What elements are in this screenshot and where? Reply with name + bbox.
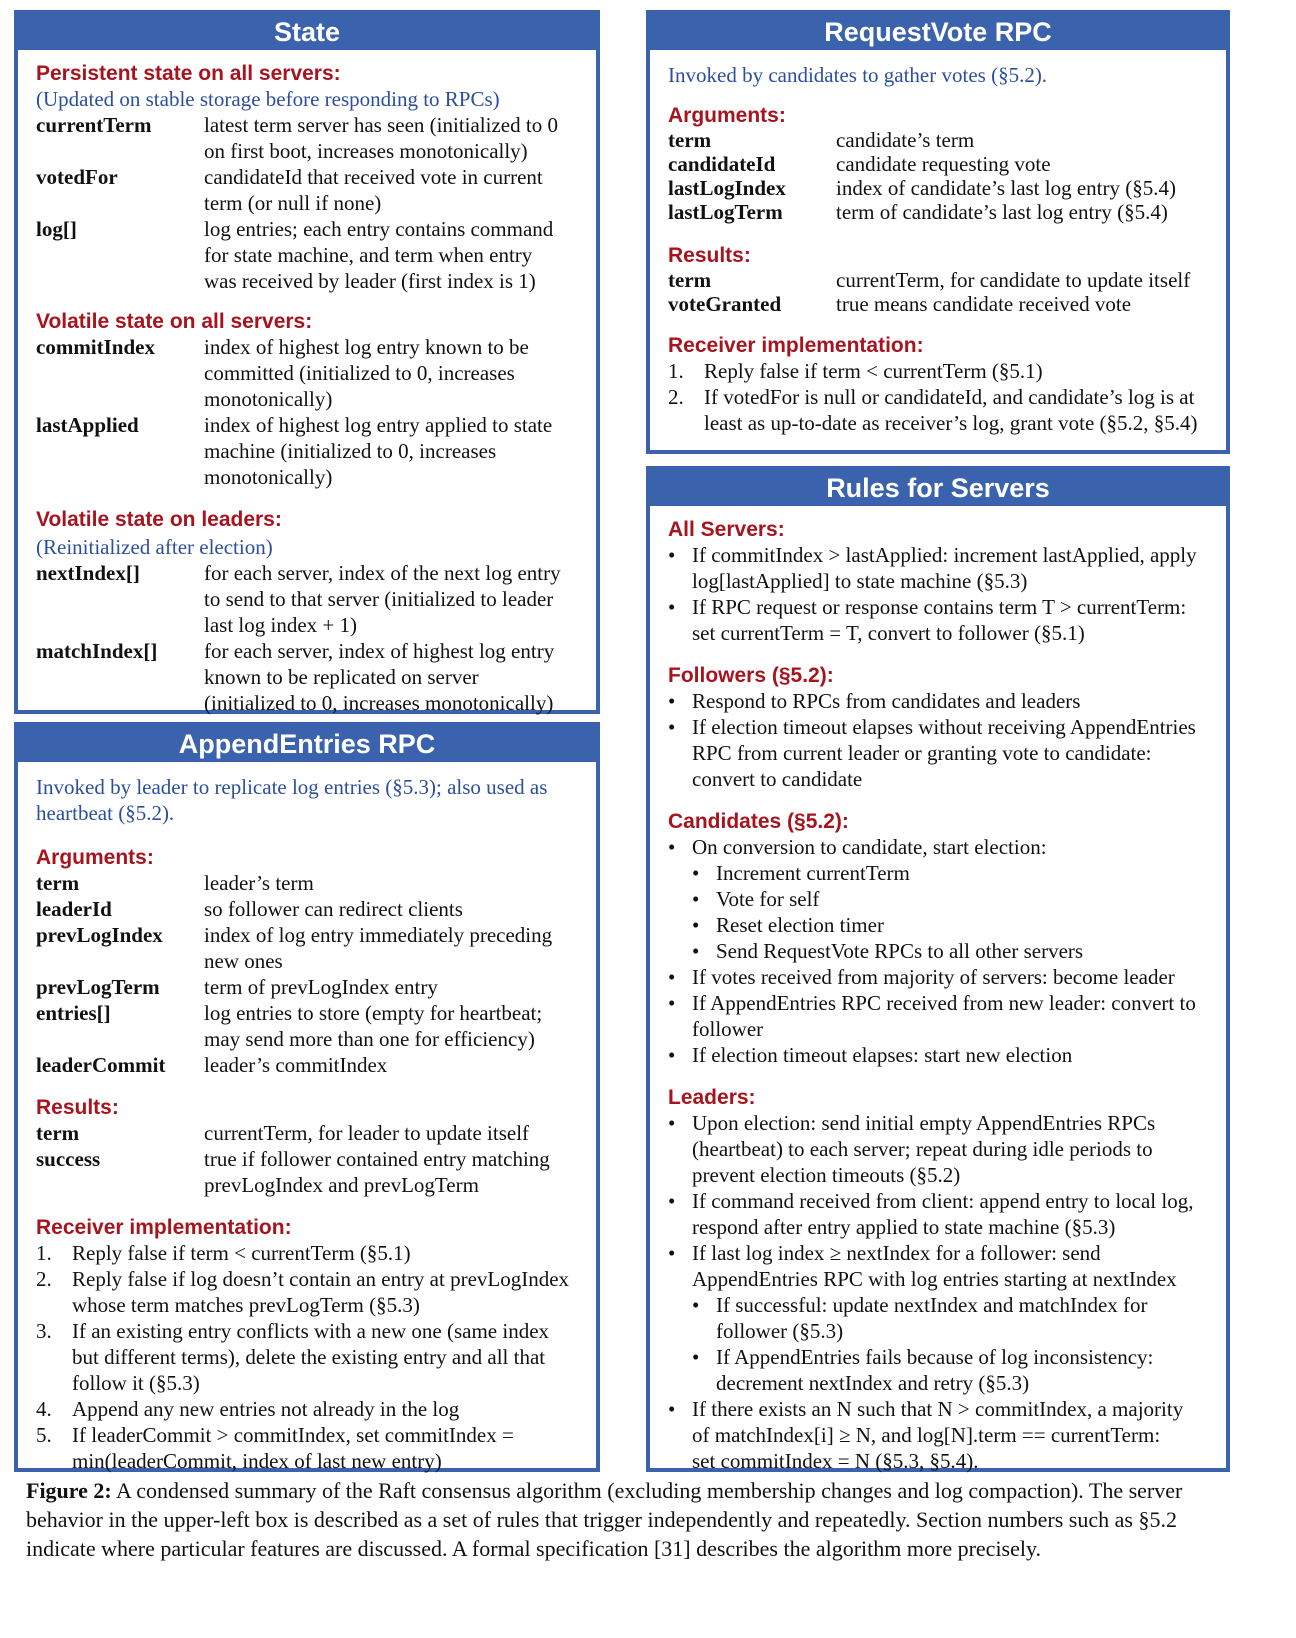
append-receiver-heading: Receiver implementation:	[36, 1216, 292, 1239]
item-text	[72, 1396, 580, 1422]
request-vote-title: RequestVote RPC	[650, 14, 1226, 50]
field-description	[836, 200, 1210, 224]
bullet-text	[692, 964, 1210, 990]
volatile-leaders-heading: Volatile state on leaders:	[36, 508, 282, 531]
field-row	[36, 974, 580, 1000]
item-number: 1.	[36, 1241, 52, 1265]
bullet-text	[692, 1188, 1210, 1240]
bullet-text-line: convert to candidate	[692, 767, 863, 791]
rules-group-heading: All Servers:	[668, 518, 785, 541]
field-row	[36, 870, 580, 896]
field-description-line: known to be replicated on server	[204, 665, 479, 689]
vote-results	[668, 268, 1210, 316]
field-description	[204, 112, 580, 164]
field-name: leaderId	[36, 897, 112, 921]
bullet-text-line: decrement nextIndex and retry (§5.3)	[716, 1371, 1030, 1395]
sub-bullet-item	[668, 938, 1210, 964]
bullet-item	[668, 688, 1210, 714]
append-entries-box	[14, 722, 600, 1472]
field-description-line: was received by leader (first index is 1)	[204, 269, 536, 293]
bullet-text	[716, 860, 1210, 886]
field-name: voteGranted	[668, 292, 782, 316]
bullet-text-line: Respond to RPCs from candidates and leaders	[692, 689, 1081, 713]
field-row	[36, 112, 580, 164]
append-entries-title: AppendEntries RPC	[18, 726, 596, 762]
field-row	[36, 560, 580, 638]
bullet-text-line: If AppendEntries fails because of log inconsistency:	[716, 1345, 1154, 1369]
note-line: heartbeat (§5.2).	[36, 801, 175, 825]
field-description-line: leader’s commitIndex	[204, 1053, 388, 1077]
bullet-text-line: respond after entry applied to state machine (§5.3)	[692, 1215, 1116, 1239]
sub-bullet-item	[668, 1344, 1210, 1396]
vote-note: Invoked by candidates to gather votes (§5.2).	[668, 63, 1048, 87]
field-name: prevLogIndex	[36, 923, 163, 947]
field-description-line: candidate requesting vote	[836, 152, 1051, 176]
append-results-heading: Results:	[36, 1096, 119, 1119]
field-description-line: for state machine, and term when entry	[204, 243, 533, 267]
item-text-line: Reply false if term < currentTerm (§5.1)	[72, 1241, 411, 1265]
rules-group-list	[668, 1110, 1210, 1474]
field-description-line: prevLogIndex and prevLogTerm	[204, 1173, 479, 1197]
field-row	[36, 896, 580, 922]
item-text	[72, 1240, 580, 1266]
field-name: prevLogTerm	[36, 975, 160, 999]
field-description	[204, 334, 580, 412]
field-name: term	[668, 128, 712, 152]
bullet: •	[668, 689, 676, 713]
field-description-line: machine (initialized to 0, increases	[204, 439, 497, 463]
field-name: term	[668, 268, 712, 292]
bullet-item	[668, 1110, 1210, 1188]
note-line: Invoked by leader to replicate log entries (§5.3); also used as	[36, 775, 548, 799]
field-row	[36, 638, 580, 716]
bullet-item	[668, 990, 1210, 1042]
caption-line: indicate where particular features are discussed. A formal specification [31] describes the algorithm more precisely.	[26, 1536, 1042, 1561]
field-description-line: on first boot, increases monotonically)	[204, 139, 528, 163]
item-text	[704, 358, 1210, 384]
field-row	[668, 152, 1210, 176]
item-text-line: whose term matches prevLogTerm (§5.3)	[72, 1293, 420, 1317]
persistent-heading: Persistent state on all servers:	[36, 62, 341, 85]
bullet-text-line: Send RequestVote RPCs to all other servers	[716, 939, 1084, 963]
field-description	[204, 216, 580, 294]
field-description-line: index of candidate’s last log entry (§5.4)	[836, 176, 1176, 200]
bullet-text	[692, 1042, 1210, 1068]
field-description	[836, 268, 1210, 292]
field-name: log[]	[36, 217, 77, 241]
bullet: •	[668, 1043, 676, 1067]
bullet-text-line: If commitIndex > lastApplied: increment lastApplied, apply	[692, 543, 1197, 567]
item-text	[72, 1318, 580, 1396]
bullet: •	[668, 715, 676, 739]
field-row	[36, 164, 580, 216]
bullet-text-line: RPC from current leader or granting vote to candidate:	[692, 741, 1152, 765]
item-number: 3.	[36, 1319, 52, 1343]
bullet-text-line: set currentTerm = T, convert to follower (§5.1)	[692, 621, 1085, 645]
field-row	[668, 268, 1210, 292]
item-text-line: Reply false if term < currentTerm (§5.1)	[704, 359, 1043, 383]
request-vote-box	[646, 10, 1230, 454]
field-description	[204, 164, 580, 216]
bullet-text-line: If command received from client: append entry to local log,	[692, 1189, 1194, 1213]
bullet-text-line: Upon election: send initial empty AppendEntries RPCs	[692, 1111, 1156, 1135]
field-description-line: log entries; each entry contains command	[204, 217, 554, 241]
field-description-line: (initialized to 0, increases monotonically)	[204, 691, 554, 715]
bullet-text	[716, 938, 1210, 964]
bullet: •	[692, 939, 700, 963]
bullet-text	[692, 542, 1210, 594]
field-description-line: latest term server has seen (initialized to 0	[204, 113, 558, 137]
vote-results-heading: Results:	[668, 244, 751, 267]
bullet: •	[668, 991, 676, 1015]
item-text-line: follow it (§5.3)	[72, 1371, 200, 1395]
item-number: 4.	[36, 1397, 52, 1421]
field-description-line: for each server, index of highest log entry	[204, 639, 555, 663]
numbered-item	[668, 384, 1210, 436]
field-name: candidateId	[668, 152, 776, 176]
rules-body	[650, 506, 1226, 1474]
field-row	[36, 412, 580, 490]
field-row	[36, 1052, 580, 1078]
item-text-line: least as up-to-date as receiver’s log, grant vote (§5.2, §5.4)	[704, 411, 1198, 435]
vote-receiver-heading: Receiver implementation:	[668, 334, 924, 357]
field-row	[668, 176, 1210, 200]
vote-receiver-list	[668, 358, 1210, 436]
bullet-item	[668, 1188, 1210, 1240]
rules-group-heading: Followers (§5.2):	[668, 664, 834, 687]
bullet-text-line: If election timeout elapses without receiving AppendEntries	[692, 715, 1196, 739]
bullet-text-line: set commitIndex = N (§5.3, §5.4).	[692, 1449, 979, 1473]
bullet-text-line: of matchIndex[i] ≥ N, and log[N].term == currentTerm:	[692, 1423, 1161, 1447]
bullet-text	[692, 594, 1210, 646]
field-description-line: candidate’s term	[836, 128, 975, 152]
bullet-text-line: If RPC request or response contains term T > currentTerm:	[692, 595, 1187, 619]
field-description	[204, 870, 580, 896]
numbered-item	[668, 358, 1210, 384]
field-description-line: monotonically)	[204, 387, 333, 411]
bullet-item	[668, 1396, 1210, 1474]
field-name: lastApplied	[36, 413, 139, 437]
item-number: 2.	[36, 1267, 52, 1291]
field-description	[204, 1000, 580, 1052]
bullet-item	[668, 1240, 1210, 1292]
bullet-text	[692, 1396, 1210, 1474]
bullet: •	[668, 1111, 676, 1135]
field-description	[204, 1120, 580, 1146]
field-name: lastLogTerm	[668, 200, 783, 224]
rules-group-list	[668, 688, 1210, 792]
item-text-line: If leaderCommit > commitIndex, set commitIndex =	[72, 1423, 514, 1447]
field-description-line: may send more than one for efficiency)	[204, 1027, 535, 1051]
append-arguments	[36, 870, 580, 1078]
caption-line: A condensed summary of the Raft consensus algorithm (excluding membership changes and log compaction). The server	[111, 1478, 1183, 1503]
field-name: currentTerm	[36, 113, 152, 137]
field-name: success	[36, 1147, 101, 1171]
numbered-item	[36, 1266, 580, 1318]
bullet-item	[668, 1042, 1210, 1068]
append-results	[36, 1120, 580, 1198]
field-description-line: currentTerm, for leader to update itself	[204, 1121, 530, 1145]
field-description	[204, 922, 580, 974]
bullet-text-line: follower (§5.3)	[716, 1319, 844, 1343]
item-text-line: Reply false if log doesn’t contain an entry at prevLogIndex	[72, 1267, 570, 1291]
bullet-text-line: Vote for self	[716, 887, 820, 911]
field-description	[836, 128, 1210, 152]
item-number: 5.	[36, 1423, 52, 1447]
field-name: lastLogIndex	[668, 176, 786, 200]
append-arguments-heading: Arguments:	[36, 846, 154, 869]
bullet-item	[668, 964, 1210, 990]
bullet-item	[668, 542, 1210, 594]
field-description	[836, 292, 1210, 316]
bullet-text	[692, 714, 1210, 792]
numbered-item	[36, 1318, 580, 1396]
field-row	[36, 922, 580, 974]
bullet: •	[692, 1293, 700, 1317]
field-description-line: leader’s term	[204, 871, 314, 895]
item-text	[72, 1422, 580, 1474]
bullet-item	[668, 834, 1210, 860]
rules-group-list	[668, 834, 1210, 1068]
field-description-line: index of log entry immediately preceding	[204, 923, 553, 947]
state-box	[14, 10, 600, 714]
bullet-text-line: If last log index ≥ nextIndex for a follower: send	[692, 1241, 1101, 1265]
rules-group-heading: Candidates (§5.2):	[668, 810, 849, 833]
bullet-text-line: (heartbeat) to each server; repeat during idle periods to	[692, 1137, 1153, 1161]
volatile-all-rows	[36, 334, 580, 490]
bullet-text-line: Increment currentTerm	[716, 861, 910, 885]
bullet-text-line: prevent election timeouts (§5.2)	[692, 1163, 961, 1187]
field-name: votedFor	[36, 165, 118, 189]
vote-arguments	[668, 128, 1210, 224]
bullet-text	[692, 990, 1210, 1042]
field-description-line: true if follower contained entry matching	[204, 1147, 550, 1171]
append-receiver-list	[36, 1240, 580, 1474]
caption-line: behavior in the upper-left box is described as a set of rules that trigger independently and repeatedly. Section numbers such as §5.2	[26, 1507, 1177, 1532]
bullet-item	[668, 594, 1210, 646]
item-text-line: min(leaderCommit, index of last new entry)	[72, 1449, 442, 1473]
rules-group-heading: Leaders:	[668, 1086, 756, 1109]
field-description	[836, 152, 1210, 176]
field-row	[668, 128, 1210, 152]
append-note	[36, 774, 580, 826]
bullet-text	[716, 1344, 1210, 1396]
field-name: entries[]	[36, 1001, 111, 1025]
field-description-line: monotonically)	[204, 465, 333, 489]
bullet-item	[668, 714, 1210, 792]
bullet: •	[668, 1189, 676, 1213]
field-description	[204, 974, 580, 1000]
bullet-text-line: If AppendEntries RPC received from new leader: convert to	[692, 991, 1196, 1015]
item-text-line: If votedFor is null or candidateId, and candidate’s log is at	[704, 385, 1195, 409]
field-description	[204, 896, 580, 922]
volatile-all-heading: Volatile state on all servers:	[36, 310, 313, 333]
sub-bullet-item	[668, 860, 1210, 886]
rules-group-list	[668, 542, 1210, 646]
field-description	[204, 560, 580, 638]
bullet: •	[668, 1241, 676, 1265]
rules-title: Rules for Servers	[650, 470, 1226, 506]
item-number: 2.	[668, 385, 684, 409]
field-description	[204, 1052, 580, 1078]
item-number: 1.	[668, 359, 684, 383]
field-name: leaderCommit	[36, 1053, 166, 1077]
bullet-text-line: Reset election timer	[716, 913, 884, 937]
field-description-line: log entries to store (empty for heartbeat;	[204, 1001, 543, 1025]
bullet-text	[716, 1292, 1210, 1344]
field-row	[668, 292, 1210, 316]
field-description-line: currentTerm, for candidate to update itself	[836, 268, 1191, 292]
field-name: term	[36, 871, 80, 895]
bullet-text-line: If votes received from majority of servers: become leader	[692, 965, 1175, 989]
field-row	[36, 1000, 580, 1052]
numbered-item	[36, 1396, 580, 1422]
field-description-line: to send to that server (initialized to leader	[204, 587, 554, 611]
field-row	[668, 200, 1210, 224]
bullet: •	[668, 965, 676, 989]
field-name: commitIndex	[36, 335, 155, 359]
item-text-line: If an existing entry conflicts with a new one (same index	[72, 1319, 550, 1343]
bullet-text	[692, 834, 1210, 860]
bullet-text-line: If there exists an N such that N > commitIndex, a majority	[692, 1397, 1184, 1421]
bullet-text-line: If successful: update nextIndex and matchIndex for	[716, 1293, 1148, 1317]
field-description	[836, 176, 1210, 200]
bullet: •	[668, 1397, 676, 1421]
vote-arguments-heading: Arguments:	[668, 104, 786, 127]
volatile-leaders-note: (Reinitialized after election)	[36, 535, 273, 559]
field-row	[36, 216, 580, 294]
sub-bullet-item	[668, 886, 1210, 912]
field-description	[204, 1146, 580, 1198]
caption-label: Figure 2:	[26, 1478, 112, 1503]
sub-bullet-item	[668, 912, 1210, 938]
bullet-text	[692, 688, 1210, 714]
field-description-line: term (or null if none)	[204, 191, 382, 215]
persistent-rows	[36, 112, 580, 294]
numbered-item	[36, 1422, 580, 1474]
bullet-text-line: On conversion to candidate, start election:	[692, 835, 1047, 859]
field-description	[204, 638, 580, 716]
field-name: nextIndex[]	[36, 561, 140, 585]
field-name: term	[36, 1121, 80, 1145]
item-text-line: Append any new entries not already in the log	[72, 1397, 460, 1421]
volatile-leaders-rows	[36, 560, 580, 716]
persistent-note: (Updated on stable storage before responding to RPCs)	[36, 87, 500, 111]
figure-caption	[26, 1476, 1226, 1563]
bullet: •	[692, 887, 700, 911]
bullet: •	[668, 543, 676, 567]
field-description-line: term of candidate’s last log entry (§5.4)	[836, 200, 1168, 224]
rules-box	[646, 466, 1230, 1472]
bullet-text	[716, 886, 1210, 912]
field-description-line: committed (initialized to 0, increases	[204, 361, 515, 385]
bullet-text	[716, 912, 1210, 938]
field-description-line: true means candidate received vote	[836, 292, 1132, 316]
bullet-text	[692, 1110, 1210, 1188]
item-text	[72, 1266, 580, 1318]
field-description-line: last log index + 1)	[204, 613, 357, 637]
bullet: •	[692, 861, 700, 885]
bullet: •	[668, 595, 676, 619]
field-name: matchIndex[]	[36, 639, 158, 663]
field-description-line: new ones	[204, 949, 283, 973]
field-description-line: candidateId that received vote in current	[204, 165, 543, 189]
field-description-line: index of highest log entry known to be	[204, 335, 529, 359]
item-text	[704, 384, 1210, 436]
item-text-line: but different terms), delete the existing entry and all that	[72, 1345, 546, 1369]
field-row	[36, 1146, 580, 1198]
field-row	[36, 334, 580, 412]
bullet: •	[668, 835, 676, 859]
sub-bullet-item	[668, 1292, 1210, 1344]
bullet-text-line: If election timeout elapses: start new election	[692, 1043, 1073, 1067]
bullet-text	[692, 1240, 1210, 1292]
bullet-text-line: AppendEntries RPC with log entries starting at nextIndex	[692, 1267, 1177, 1291]
bullet: •	[692, 1345, 700, 1369]
numbered-item	[36, 1240, 580, 1266]
field-description	[204, 412, 580, 490]
field-description-line: term of prevLogIndex entry	[204, 975, 438, 999]
field-description-line: index of highest log entry applied to state	[204, 413, 553, 437]
field-description-line: for each server, index of the next log entry	[204, 561, 561, 585]
state-title: State	[18, 14, 596, 50]
bullet-text-line: log[lastApplied] to state machine (§5.3)	[692, 569, 1028, 593]
bullet: •	[692, 913, 700, 937]
bullet-text-line: follower	[692, 1017, 764, 1041]
field-description-line: so follower can redirect clients	[204, 897, 463, 921]
field-row	[36, 1120, 580, 1146]
